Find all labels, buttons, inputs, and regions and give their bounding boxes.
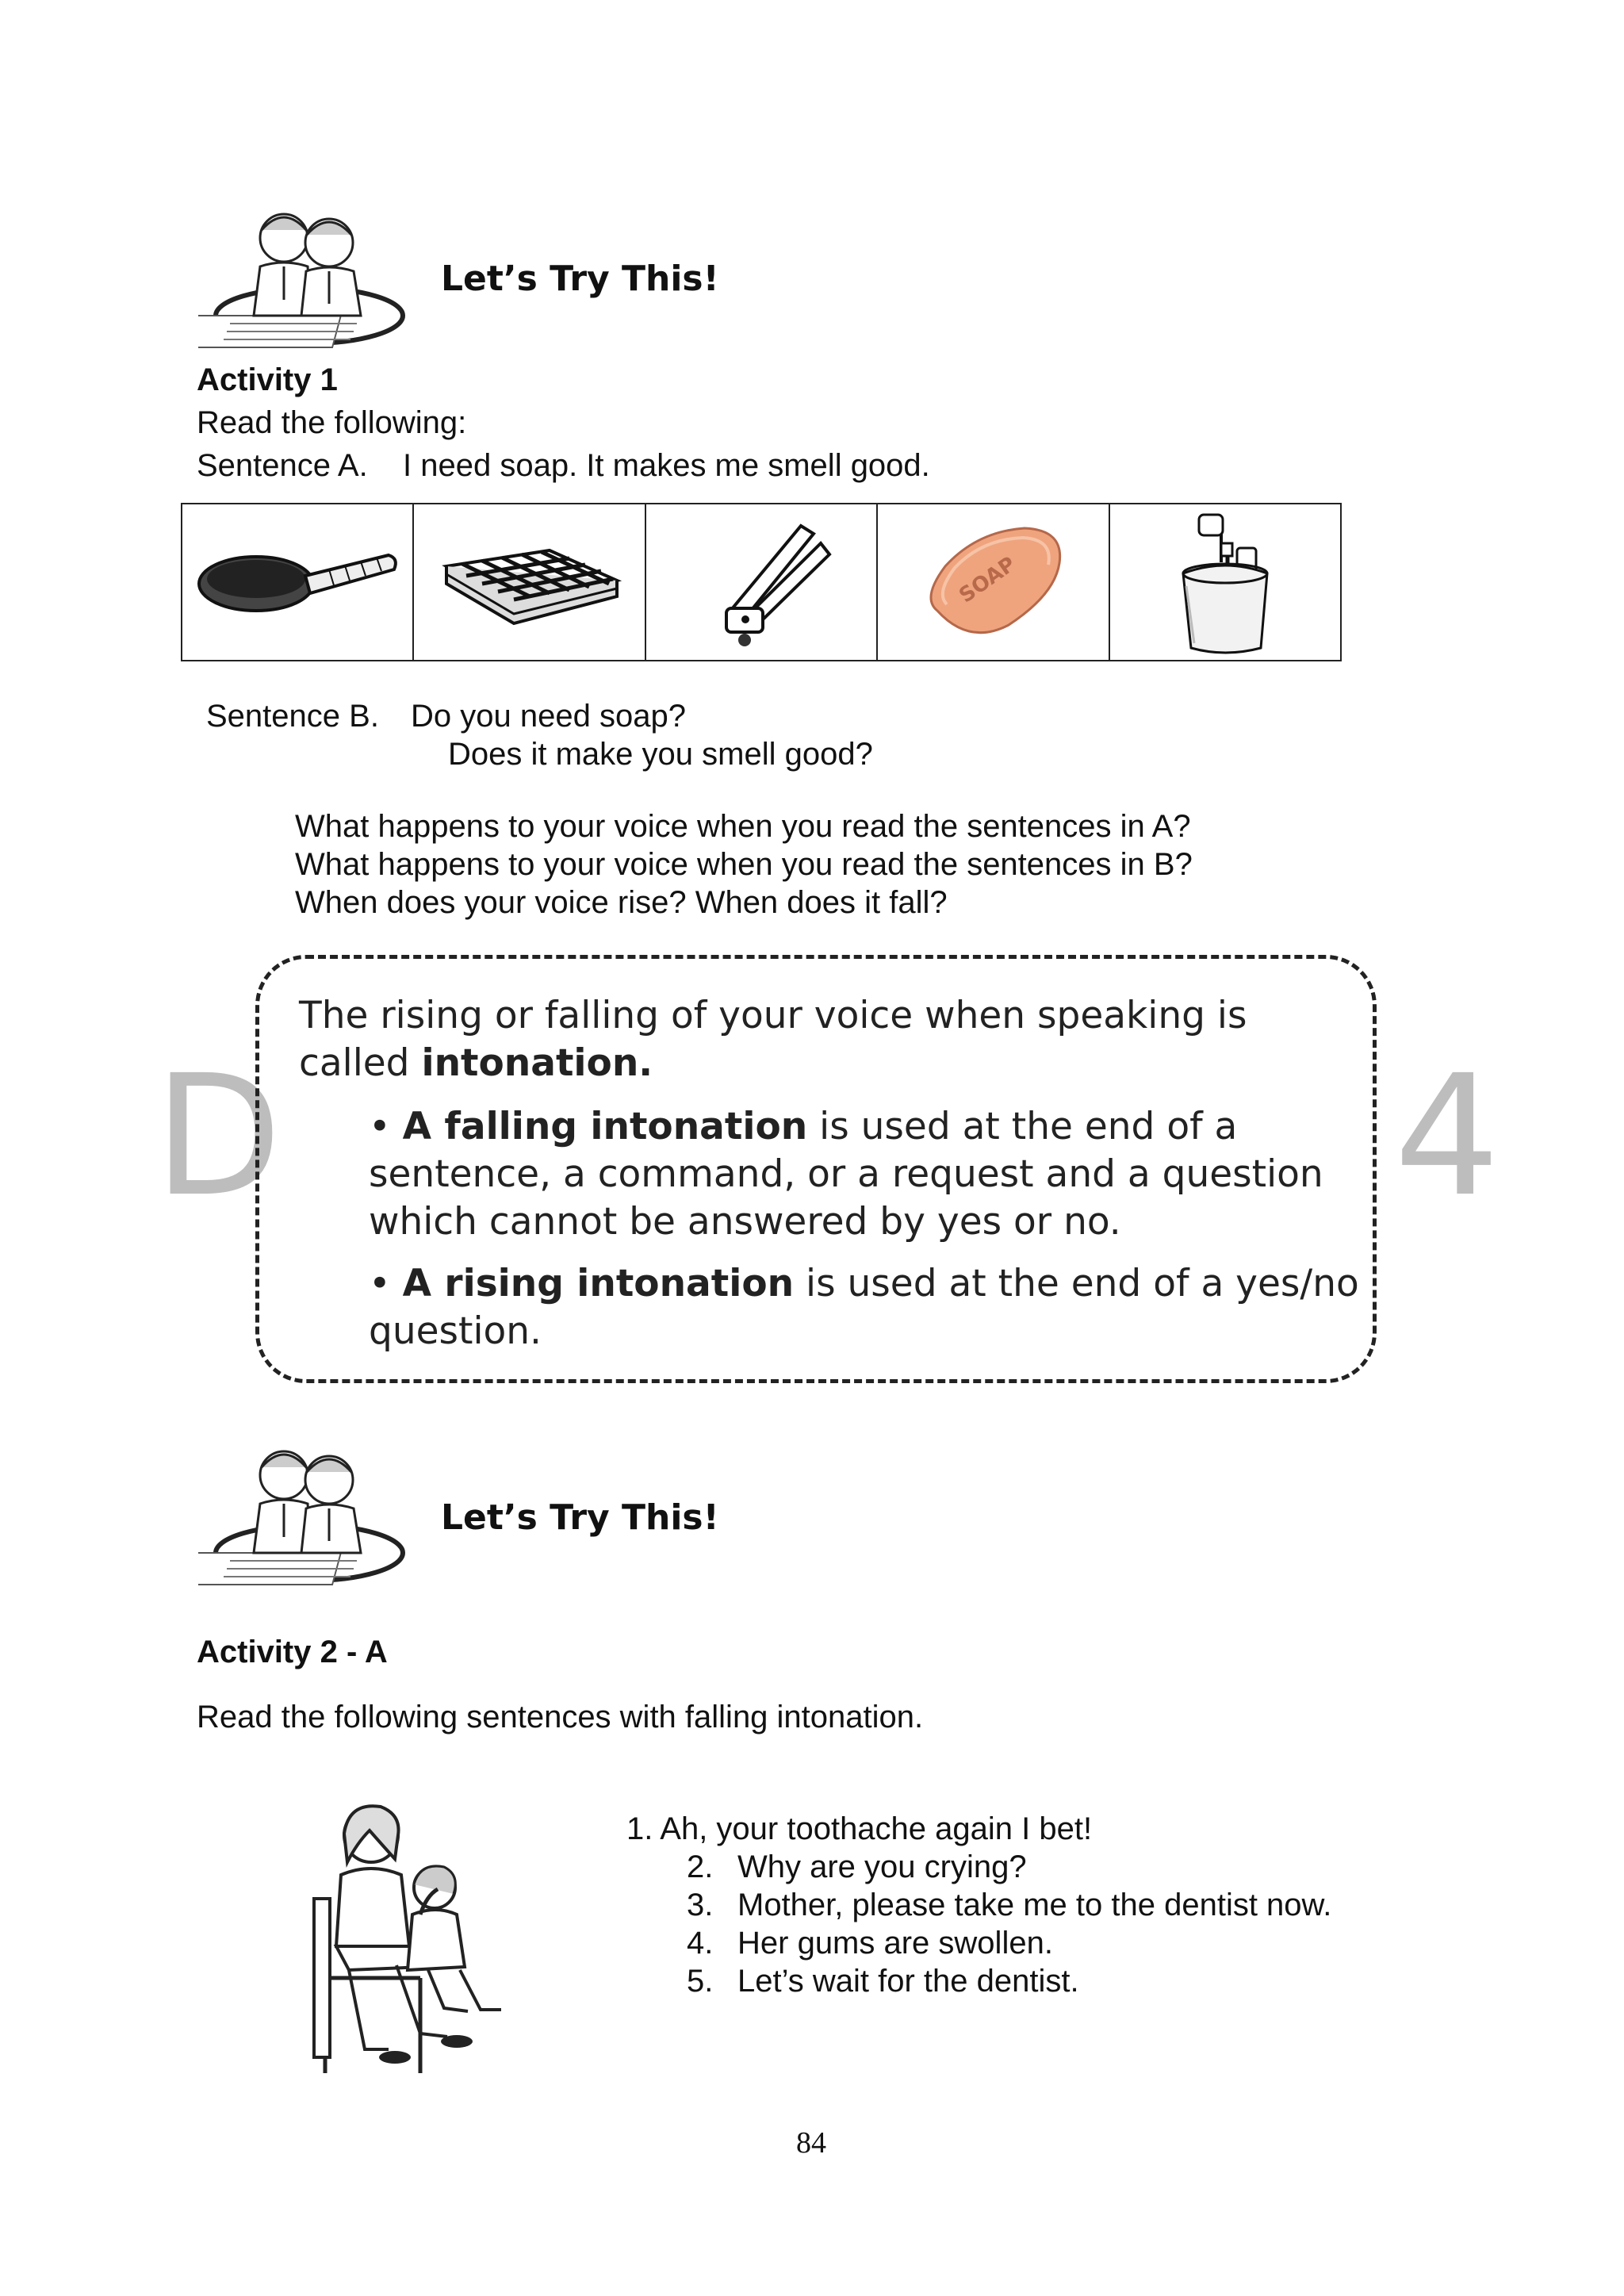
list-text: Why are you crying? bbox=[737, 1849, 1027, 1884]
hairbrush-icon bbox=[194, 535, 400, 630]
list-number: 3. bbox=[687, 1888, 714, 1922]
section-heading: Let’s Try This! bbox=[441, 1497, 719, 1538]
soap-label: SOAP bbox=[955, 552, 1021, 608]
bullet-icon: • bbox=[369, 1105, 403, 1148]
definition-line: The rising or falling of your voice when speaking is bbox=[299, 994, 1247, 1037]
sentence-b-line: Does it make you smell good? bbox=[448, 737, 873, 772]
list-number: 5. bbox=[687, 1964, 714, 1999]
sentence-b-line: Do you need soap? bbox=[411, 699, 686, 734]
list-text: Her gums are swollen. bbox=[737, 1926, 1053, 1961]
picture-cell bbox=[414, 504, 645, 660]
question-line: When does your voice rise? When does it fall? bbox=[295, 885, 948, 920]
soap-icon bbox=[914, 519, 1072, 646]
page-number: 84 bbox=[796, 2126, 826, 2160]
instruction-text: Read the following sentences with falling intonation. bbox=[197, 1700, 924, 1734]
mother-child-illustration bbox=[301, 1796, 523, 2085]
list-text: Let’s wait for the dentist. bbox=[737, 1964, 1079, 1999]
falling-intonation-bullet bbox=[369, 1103, 1323, 1246]
kids-reading-icon bbox=[198, 197, 412, 355]
sentence-a-label: Sentence A. bbox=[197, 448, 368, 483]
reflection-questions bbox=[295, 807, 1193, 922]
list-text: Mother, please take me to the dentist now. bbox=[737, 1888, 1332, 1922]
instruction-text: Read the following: bbox=[197, 405, 467, 440]
section-heading: Let’s Try This! bbox=[441, 259, 719, 299]
towel-icon bbox=[431, 535, 629, 630]
kids-reading-icon bbox=[198, 1434, 412, 1593]
picture-cell bbox=[878, 504, 1109, 660]
list-item bbox=[626, 1810, 1092, 1848]
activity-title: Activity 1 bbox=[197, 362, 338, 397]
rising-intonation-term: A rising intonation bbox=[402, 1262, 795, 1305]
toothbrush-cup-icon bbox=[1166, 507, 1285, 657]
bullet-text: is used at the end of a bbox=[807, 1105, 1238, 1148]
bullet-text: question. bbox=[369, 1309, 542, 1353]
list-item bbox=[687, 1924, 1053, 1962]
watermark-letter: D bbox=[154, 1039, 282, 1233]
activity-title: Activity 2 - A bbox=[197, 1635, 388, 1669]
picture-cell bbox=[182, 504, 414, 660]
definition-text: called bbox=[299, 1041, 422, 1085]
bullet-icon: • bbox=[369, 1262, 403, 1305]
sentence-a-text: I need soap. It makes me smell good. bbox=[403, 448, 930, 483]
watermark-letter: 4 bbox=[1394, 1039, 1500, 1233]
question-line: What happens to your voice when you read the sentences in A? bbox=[295, 809, 1191, 844]
bullet-text: sentence, a command, or a request and a question bbox=[369, 1152, 1323, 1196]
list-item bbox=[687, 1962, 1079, 2000]
bullet-text: is used at the end of a yes/no bbox=[794, 1262, 1359, 1305]
list-number: 1. bbox=[626, 1811, 653, 1846]
nail-clipper-icon bbox=[682, 515, 841, 650]
list-item bbox=[687, 1886, 1331, 1924]
list-text: Ah, your toothache again I bet! bbox=[660, 1811, 1093, 1846]
hygiene-picture-row bbox=[181, 503, 1342, 661]
list-number: 4. bbox=[687, 1926, 714, 1961]
intonation-term: intonation. bbox=[421, 1041, 653, 1085]
falling-intonation-term: A falling intonation bbox=[402, 1105, 808, 1148]
question-line: What happens to your voice when you read the sentences in B? bbox=[295, 847, 1193, 882]
list-item bbox=[687, 1848, 1027, 1886]
picture-cell bbox=[1110, 504, 1340, 660]
list-number: 2. bbox=[687, 1849, 714, 1884]
definition-line bbox=[299, 1040, 653, 1087]
intonation-definition-box bbox=[255, 955, 1377, 1383]
rising-intonation-bullet bbox=[369, 1260, 1359, 1355]
sentence-b-label: Sentence B. bbox=[206, 699, 379, 734]
bullet-text: which cannot be answered by yes or no. bbox=[369, 1200, 1121, 1244]
picture-cell bbox=[646, 504, 878, 660]
